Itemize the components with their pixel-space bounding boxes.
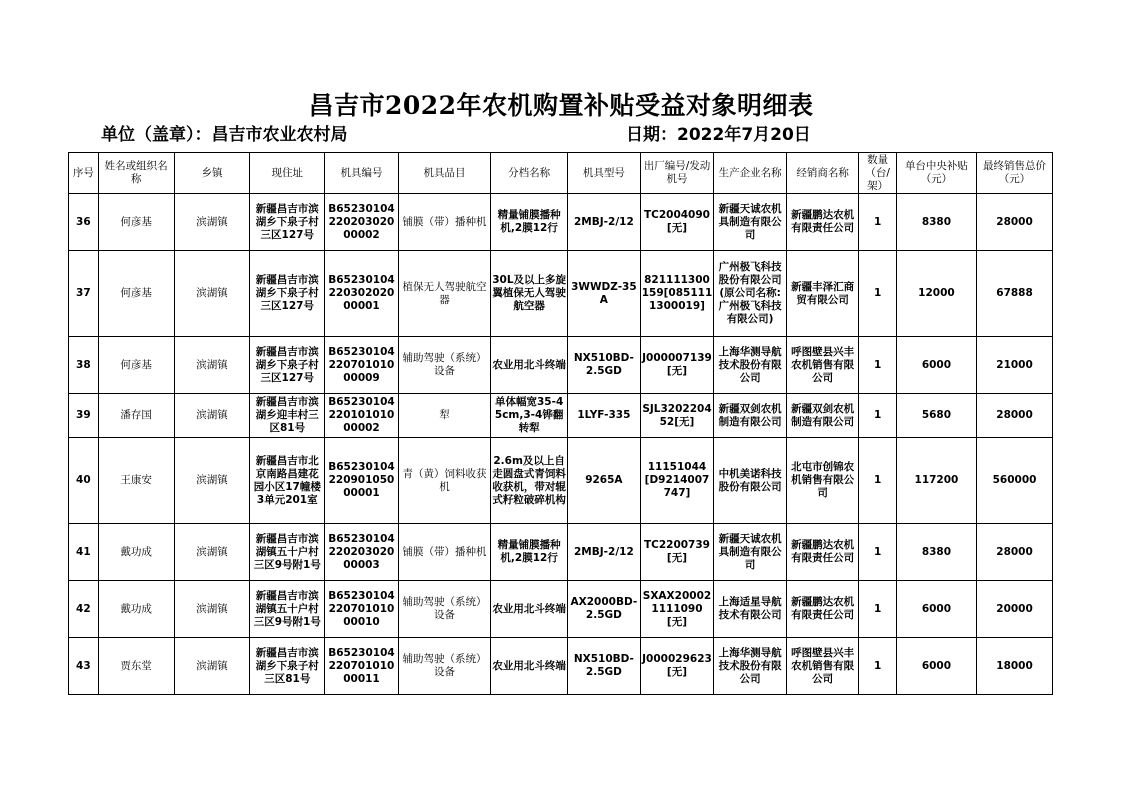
col-header-price: 最终销售总价（元） xyxy=(977,153,1053,194)
cell-address: 新疆昌吉市滨湖乡迎丰村三区81号 xyxy=(250,394,325,438)
cell-category: 犁 xyxy=(398,394,490,438)
cell-model: 3WWDZ-35A xyxy=(568,251,641,337)
cell-serial: SXAX200021111090[无] xyxy=(640,581,714,638)
cell-code: B6523010422070101000011 xyxy=(325,638,399,695)
cell-address: 新疆昌吉市滨湖乡下泉子村三区81号 xyxy=(250,638,325,695)
col-header-maker: 生产企业名称 xyxy=(714,153,787,194)
cell-serial: 11151044[D9214007747] xyxy=(640,438,714,524)
cell-town: 滨湖镇 xyxy=(174,194,250,251)
cell-category: 辅助驾驶（系统）设备 xyxy=(398,581,490,638)
cell-price: 560000 xyxy=(977,438,1053,524)
col-header-no: 序号 xyxy=(69,153,99,194)
cell-address: 新疆昌吉市滨湖镇五十户村三区9号附1号 xyxy=(250,524,325,581)
table-row xyxy=(69,337,1053,394)
cell-maker: 上海华测导航技术股份有限公司 xyxy=(714,337,787,394)
col-header-category: 机具品目 xyxy=(398,153,490,194)
cell-no: 43 xyxy=(69,638,99,695)
cell-maker: 广州极飞科技股份有限公司(原公司名称:广州极飞科技有限公司) xyxy=(714,251,787,337)
col-header-subsidy: 单台中央补贴（元） xyxy=(896,153,976,194)
col-header-grade: 分档名称 xyxy=(491,153,568,194)
cell-grade: 单体幅宽35-45cm,3-4铧翻转犁 xyxy=(491,394,568,438)
cell-town: 滨湖镇 xyxy=(174,337,250,394)
cell-name: 何彦基 xyxy=(98,251,174,337)
cell-subsidy: 8380 xyxy=(896,194,976,251)
cell-grade: 农业用北斗终端 xyxy=(491,581,568,638)
table-row xyxy=(69,438,1053,524)
cell-no: 36 xyxy=(69,194,99,251)
cell-serial: SJL320220452[无] xyxy=(640,394,714,438)
cell-town: 滨湖镇 xyxy=(174,524,250,581)
col-header-model: 机具型号 xyxy=(568,153,641,194)
cell-name: 王康安 xyxy=(98,438,174,524)
cell-name: 何彦基 xyxy=(98,194,174,251)
cell-subsidy: 6000 xyxy=(896,581,976,638)
cell-dealer: 新疆鹏达农机有限责任公司 xyxy=(786,194,859,251)
cell-model: 2MBJ-2/12 xyxy=(568,524,641,581)
cell-name: 何彦基 xyxy=(98,337,174,394)
cell-name: 戴功成 xyxy=(98,581,174,638)
cell-model: NX510BD-2.5GD xyxy=(568,638,641,695)
cell-category: 辅助驾驶（系统）设备 xyxy=(398,337,490,394)
cell-serial: 821111300159[0851111300019] xyxy=(640,251,714,337)
cell-address: 新疆昌吉市滨湖乡下泉子村三区127号 xyxy=(250,194,325,251)
table-row xyxy=(69,581,1053,638)
cell-town: 滨湖镇 xyxy=(174,438,250,524)
cell-category: 辅助驾驶（系统）设备 xyxy=(398,638,490,695)
cell-dealer: 北屯市创锦农机销售有限公司 xyxy=(786,438,859,524)
col-header-serial: 出厂编号/发动机号 xyxy=(640,153,714,194)
cell-no: 39 xyxy=(69,394,99,438)
cell-grade: 精量铺膜播种机,2膜12行 xyxy=(491,194,568,251)
cell-subsidy: 6000 xyxy=(896,337,976,394)
col-header-qty: 数量（台/架） xyxy=(859,153,896,194)
cell-code: B6523010422010101000002 xyxy=(325,394,399,438)
cell-serial: TC2200739[无] xyxy=(640,524,714,581)
cell-maker: 上海适星导航技术有限公司 xyxy=(714,581,787,638)
cell-no: 37 xyxy=(69,251,99,337)
cell-dealer: 新疆鹏达农机有限责任公司 xyxy=(786,581,859,638)
cell-category: 铺膜（带）播种机 xyxy=(398,524,490,581)
cell-no: 42 xyxy=(69,581,99,638)
table-row xyxy=(69,194,1053,251)
cell-name: 潘存国 xyxy=(98,394,174,438)
cell-category: 植保无人驾驶航空器 xyxy=(398,251,490,337)
cell-price: 67888 xyxy=(977,251,1053,337)
cell-no: 40 xyxy=(69,438,99,524)
col-header-name: 姓名或组织名称 xyxy=(98,153,174,194)
cell-town: 滨湖镇 xyxy=(174,638,250,695)
cell-model: 2MBJ-2/12 xyxy=(568,194,641,251)
cell-price: 28000 xyxy=(977,394,1053,438)
cell-code: B6523010422030202000001 xyxy=(325,251,399,337)
cell-subsidy: 12000 xyxy=(896,251,976,337)
cell-qty: 1 xyxy=(859,194,896,251)
cell-dealer: 新疆鹏达农机有限责任公司 xyxy=(786,524,859,581)
cell-grade: 2.6m及以上自走圆盘式青饲料收获机，带对辊式籽粒破碎机构 xyxy=(491,438,568,524)
cell-subsidy: 5680 xyxy=(896,394,976,438)
cell-serial: J000029623[无] xyxy=(640,638,714,695)
unit-label: 单位（盖章）：昌吉市农业农村局 xyxy=(101,125,348,145)
cell-subsidy: 117200 xyxy=(896,438,976,524)
col-header-dealer: 经销商名称 xyxy=(786,153,859,194)
cell-dealer: 呼图壁县兴丰农机销售有限公司 xyxy=(786,337,859,394)
cell-no: 41 xyxy=(69,524,99,581)
cell-qty: 1 xyxy=(859,524,896,581)
cell-subsidy: 8380 xyxy=(896,524,976,581)
cell-grade: 30L及以上多旋翼植保无人驾驶航空器 xyxy=(491,251,568,337)
page-title: 昌吉市2022年农机购置补贴受益对象明细表 xyxy=(308,91,814,120)
cell-maker: 上海华测导航技术股份有限公司 xyxy=(714,638,787,695)
cell-serial: J000007139[无] xyxy=(640,337,714,394)
cell-code: B6523010422020302000002 xyxy=(325,194,399,251)
cell-price: 28000 xyxy=(977,194,1053,251)
cell-model: NX510BD-2.5GD xyxy=(568,337,641,394)
cell-category: 铺膜（带）播种机 xyxy=(398,194,490,251)
cell-code: B6523010422020302000003 xyxy=(325,524,399,581)
cell-qty: 1 xyxy=(859,394,896,438)
cell-price: 20000 xyxy=(977,581,1053,638)
table-row xyxy=(69,524,1053,581)
cell-dealer: 呼图壁县兴丰农机销售有限公司 xyxy=(786,638,859,695)
cell-grade: 农业用北斗终端 xyxy=(491,638,568,695)
cell-address: 新疆昌吉市滨湖乡下泉子村三区127号 xyxy=(250,251,325,337)
cell-price: 21000 xyxy=(977,337,1053,394)
table-row xyxy=(69,394,1053,438)
col-header-town: 乡镇 xyxy=(174,153,250,194)
cell-town: 滨湖镇 xyxy=(174,251,250,337)
cell-qty: 1 xyxy=(859,581,896,638)
cell-maker: 中机美诺科技股份有限公司 xyxy=(714,438,787,524)
cell-maker: 新疆天诚农机具制造有限公司 xyxy=(714,524,787,581)
cell-no: 38 xyxy=(69,337,99,394)
cell-qty: 1 xyxy=(859,337,896,394)
cell-serial: TC2004090[无] xyxy=(640,194,714,251)
table-row xyxy=(69,638,1053,695)
subsidy-table xyxy=(68,152,1053,695)
cell-town: 滨湖镇 xyxy=(174,581,250,638)
cell-code: B6523010422090105000001 xyxy=(325,438,399,524)
cell-qty: 1 xyxy=(859,438,896,524)
cell-category: 青（黄）饲料收获机 xyxy=(398,438,490,524)
cell-maker: 新疆天诚农机具制造有限公司 xyxy=(714,194,787,251)
cell-subsidy: 6000 xyxy=(896,638,976,695)
cell-dealer: 新疆丰泽汇商贸有限公司 xyxy=(786,251,859,337)
cell-dealer: 新疆双剑农机制造有限公司 xyxy=(786,394,859,438)
col-header-address: 现住址 xyxy=(250,153,325,194)
cell-qty: 1 xyxy=(859,638,896,695)
cell-price: 28000 xyxy=(977,524,1053,581)
col-header-code: 机具编号 xyxy=(325,153,399,194)
cell-model: 1LYF-335 xyxy=(568,394,641,438)
cell-model: AX2000BD-2.5GD xyxy=(568,581,641,638)
table-row xyxy=(69,251,1053,337)
cell-model: 9265A xyxy=(568,438,641,524)
cell-address: 新疆昌吉市滨湖镇五十户村三区9号附1号 xyxy=(250,581,325,638)
header-row xyxy=(69,153,1053,194)
cell-code: B6523010422070101000009 xyxy=(325,337,399,394)
cell-town: 滨湖镇 xyxy=(174,394,250,438)
cell-maker: 新疆双剑农机制造有限公司 xyxy=(714,394,787,438)
cell-grade: 农业用北斗终端 xyxy=(491,337,568,394)
cell-address: 新疆昌吉市滨湖乡下泉子村三区127号 xyxy=(250,337,325,394)
cell-address: 新疆昌吉市北京南路昌建花园小区17幢楼3单元201室 xyxy=(250,438,325,524)
date-label: 日期：2022年7月20日 xyxy=(626,125,811,145)
cell-code: B6523010422070101000010 xyxy=(325,581,399,638)
cell-name: 戴功成 xyxy=(98,524,174,581)
cell-qty: 1 xyxy=(859,251,896,337)
cell-price: 18000 xyxy=(977,638,1053,695)
cell-grade: 精量铺膜播种机,2膜12行 xyxy=(491,524,568,581)
cell-name: 贾东堂 xyxy=(98,638,174,695)
